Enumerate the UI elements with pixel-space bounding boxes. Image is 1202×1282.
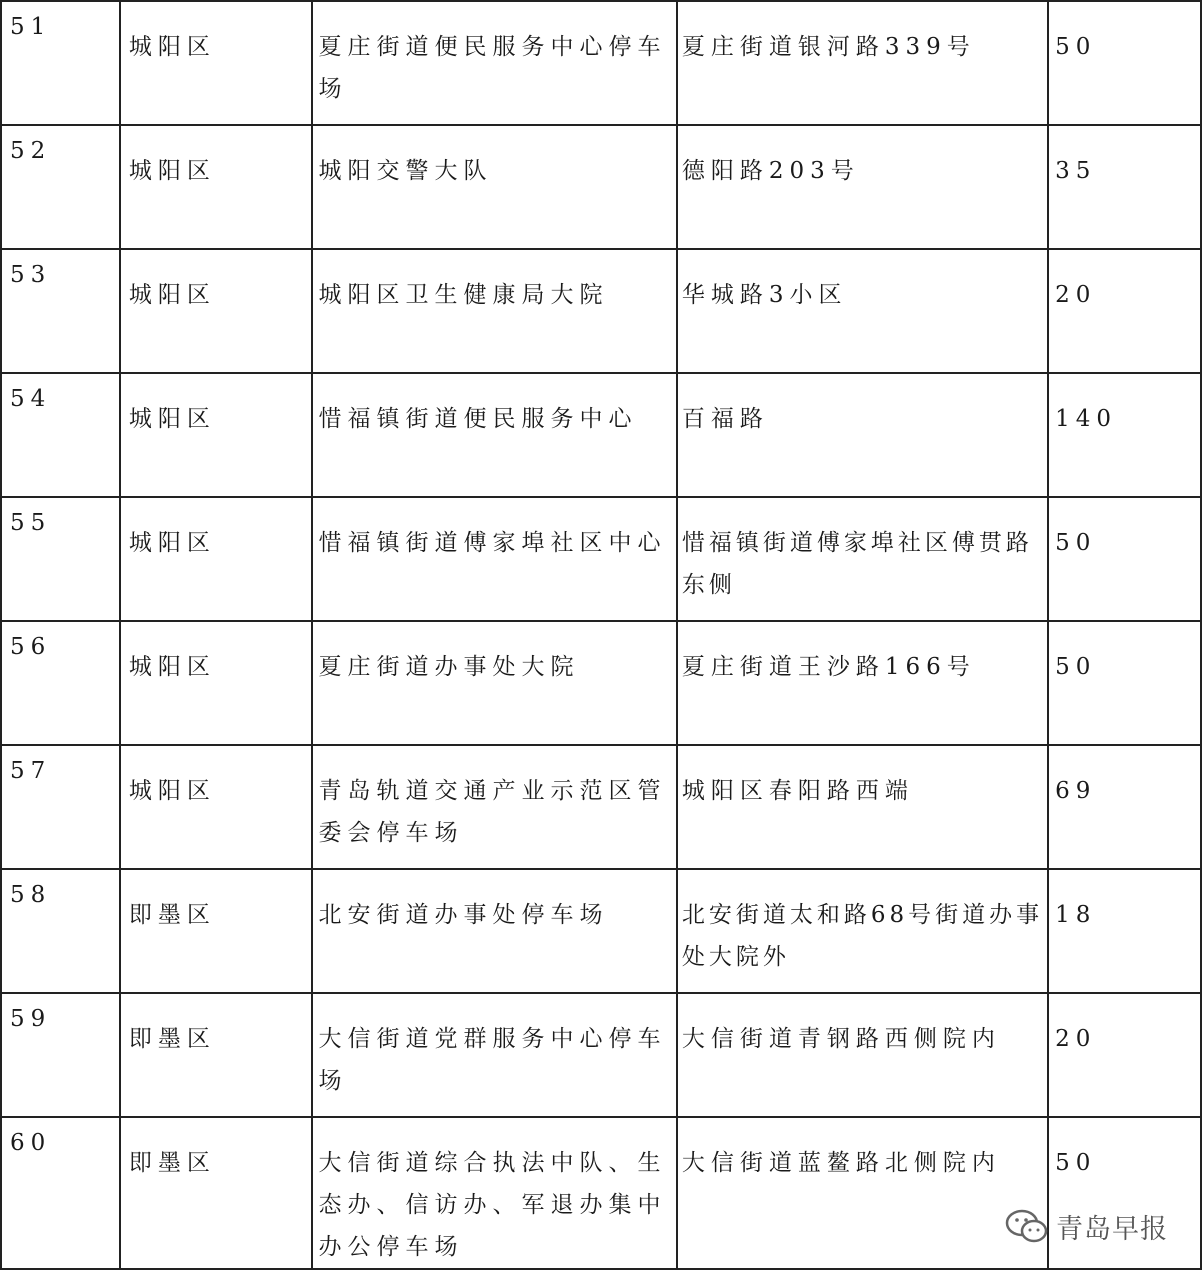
location-cell: 大信街道综合执法中队、生态办、信访办、军退办集中办公停车场 (312, 1117, 677, 1269)
location-cell: 夏庄街道办事处大院 (312, 621, 677, 745)
count-cell: 35 (1048, 125, 1201, 249)
table-row (1, 993, 1201, 1117)
location-cell: 北安街道办事处停车场 (312, 869, 677, 993)
row-number: 57 (1, 745, 120, 869)
district-cell: 城阳区 (120, 1, 312, 125)
address-cell: 城阳区春阳路西端 (677, 745, 1048, 869)
count-cell: 50 (1048, 1, 1201, 125)
district-cell: 即墨区 (120, 869, 312, 993)
row-number: 58 (1, 869, 120, 993)
row-number: 54 (1, 373, 120, 497)
district-cell: 即墨区 (120, 993, 312, 1117)
district-cell: 城阳区 (120, 497, 312, 621)
location-cell: 惜福镇街道便民服务中心 (312, 373, 677, 497)
address-cell: 大信街道蓝鳌路北侧院内 (677, 1117, 1048, 1269)
address-cell: 夏庄街道王沙路166号 (677, 621, 1048, 745)
count-cell: 140 (1048, 373, 1201, 497)
row-number: 60 (1, 1117, 120, 1269)
watermark-text: 青岛早报 (1056, 1214, 1168, 1245)
location-cell: 夏庄街道便民服务中心停车场 (312, 1, 677, 125)
table-row (1, 1117, 1201, 1269)
address-cell: 华城路3小区 (677, 249, 1048, 373)
address-cell: 北安街道太和路68号街道办事处大院外 (677, 869, 1048, 993)
row-number: 52 (1, 125, 120, 249)
address-cell: 德阳路203号 (677, 125, 1048, 249)
location-cell: 青岛轨道交通产业示范区管委会停车场 (312, 745, 677, 869)
watermark (1004, 1207, 1168, 1246)
district-cell: 城阳区 (120, 621, 312, 745)
row-number: 53 (1, 249, 120, 373)
table-row (1, 621, 1201, 745)
wechat-icon (1004, 1208, 1050, 1246)
count-cell: 20 (1048, 993, 1201, 1117)
district-cell: 城阳区 (120, 745, 312, 869)
row-number: 55 (1, 497, 120, 621)
table-row (1, 497, 1201, 621)
district-cell: 城阳区 (120, 125, 312, 249)
district-cell: 城阳区 (120, 249, 312, 373)
table-row (1, 1, 1201, 125)
location-cell: 城阳交警大队 (312, 125, 677, 249)
district-cell: 即墨区 (120, 1117, 312, 1269)
count-cell: 50 (1048, 497, 1201, 621)
location-cell: 城阳区卫生健康局大院 (312, 249, 677, 373)
row-number: 59 (1, 993, 120, 1117)
count-cell: 50 (1048, 621, 1201, 745)
address-cell: 大信街道青钢路西侧院内 (677, 993, 1048, 1117)
address-cell: 夏庄街道银河路339号 (677, 1, 1048, 125)
count-cell: 18 (1048, 869, 1201, 993)
table-row (1, 373, 1201, 497)
table-row (1, 125, 1201, 249)
table-row (1, 869, 1201, 993)
row-number: 51 (1, 1, 120, 125)
count-cell: 20 (1048, 249, 1201, 373)
table-row (1, 745, 1201, 869)
location-cell: 大信街道党群服务中心停车场 (312, 993, 677, 1117)
table-row (1, 249, 1201, 373)
address-cell: 百福路 (677, 373, 1048, 497)
count-cell: 69 (1048, 745, 1201, 869)
address-cell: 惜福镇街道傅家埠社区傅贯路东侧 (677, 497, 1048, 621)
district-cell: 城阳区 (120, 373, 312, 497)
location-cell: 惜福镇街道傅家埠社区中心 (312, 497, 677, 621)
row-number: 56 (1, 621, 120, 745)
count-cell: 50 (1048, 1117, 1201, 1269)
